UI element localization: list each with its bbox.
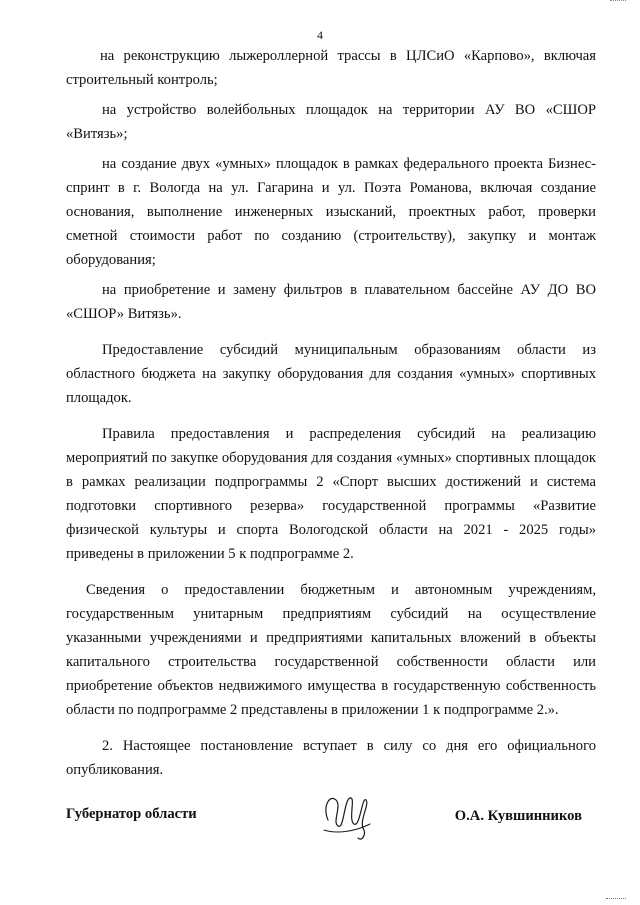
paragraph-filters: на приобретение и замену фильтров в плавательном бассейне АУ ДО ВО «СШОР» Витязь». bbox=[66, 282, 596, 322]
document-body bbox=[66, 44, 596, 788]
paragraph-subsidies: Предоставление субсидий муниципальным образованиям области из областного бюджета на закупку оборудования для создания «умных» спортивных площадок. bbox=[66, 342, 596, 406]
paragraph-ski-track: на реконструкцию лыжероллерной трассы в ЦЛСиО «Карпово», включая строительный контроль; bbox=[66, 48, 596, 88]
handwritten-signature bbox=[318, 790, 378, 844]
signatory-title: Губернатор области bbox=[66, 806, 197, 822]
signature-block bbox=[66, 790, 596, 840]
corner-scan-mark-bottom bbox=[606, 898, 626, 901]
signatory-name: О.А. Кувшинников bbox=[454, 808, 582, 824]
page-number: 4 bbox=[317, 28, 323, 42]
corner-scan-mark bbox=[610, 0, 626, 3]
paragraph-rules: Правила предоставления и распределения субсидий на реализацию мероприятий по закупке оборудования для создания «умных» спортивных площадок в рамках реализации подпрограммы 2 «Спорт высших достижений и система подготовки спортивного резерва» государственной программы «Развитие физической культуры и спорта Вологодской области на 2021 - 2025 годы» приведены в приложении 5 к подпрограмме 2. bbox=[66, 426, 596, 562]
paragraph-smart-grounds: на создание двух «умных» площадок в рамках федерального проекта Бизнес-спринт в г. Вологда на ул. Гагарина и ул. Поэта Романова, включая создание основания, выполнение инженерных изысканий, проектных работ, проверки сметной стоимости работ по созданию (строительству), закупку и монтаж оборудования; bbox=[66, 156, 596, 268]
paragraph-effective: 2. Настоящее постановление вступает в силу со дня его официального опубликования. bbox=[66, 738, 596, 778]
paragraph-info: Сведения о предоставлении бюджетным и автономным учреждениям, государственным унитарным предприятиям субсидий на осуществление указанными учреждениями и предприятиями капитальных вложений в объекты капитального строительства государственной собственности области или приобретение объектов недвижимого имущества в государственную собственность области по подпрограмме 2 представлены в приложении 1 к подпрограмме 2.». bbox=[66, 582, 596, 718]
paragraph-volleyball: на устройство волейбольных площадок на территории АУ ВО «СШОР «Витязь»; bbox=[66, 102, 596, 142]
